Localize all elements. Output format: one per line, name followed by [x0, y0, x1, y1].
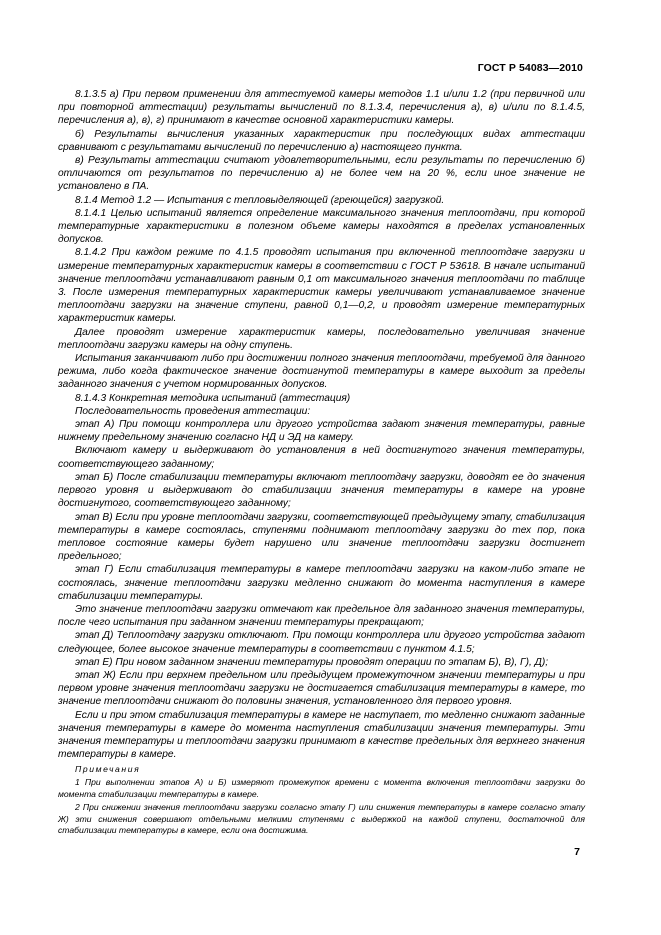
standard-designation: ГОСТ Р 54083—2010 [477, 62, 583, 74]
paragraph: Это значение теплоотдачи загрузки отмечают как предельное для заданного значения температуры, после чего испытания при заданном значении температуры прекращают; [58, 603, 585, 629]
note-item: 1 При выполнении этапов А) и Б) измеряют промежуток времени с момента включения теплоотдачи загрузки до момента стабилизации температуры в камере. [58, 776, 585, 799]
paragraph: Далее проводят измерение характеристик камеры, последовательно увеличивая значение теплоотдачи загрузки камеры на одну ступень. [58, 326, 585, 351]
paragraph: в) Результаты аттестации считают удовлетворительными, если результаты по перечислению б) отличаются от результатов по перечислению а) не более чем на 20 %, если иное значение не установлено в ПА. [58, 155, 585, 193]
paragraph: Если и при этом стабилизация температуры в камере не наступает, то медленно снижают заданные значения температуры в камере до момента наступления стабилизации значения температуры. Эти значения температуры и теплоотдачи загрузки принимают в качестве предельных для верхнего значения температуры в камере. [58, 709, 585, 761]
page-number: 7 [574, 846, 580, 858]
stage-paragraph: этап А) При помощи контроллера или другого устройства задают значения температуры, равные нижнему предельному значению согласно НД и ЭД на камеру. [58, 419, 585, 444]
notes-title: Примечания [75, 764, 141, 775]
stage-paragraph: этап Ж) Если при верхнем предельном или предыдущем промежуточном значении температуры и при первом уровне значения теплоотдачи загрузки не достигается стабилизация температуры в камере, то значение теплоотдачи снижают до половины значения, установленного для первого уровня. [58, 669, 585, 708]
document-body [58, 88, 585, 839]
stage-paragraph: этап Г) Если стабилизация температуры в камере теплоотдачи загрузки на каком-либо этапе не состоялась, значение теплоотдачи загрузки медленно снижают до момента наступления в камере стабилизации температуры. [58, 564, 585, 602]
paragraph: 8.1.4.1 Целью испытаний является определение максимального значения теплоотдачи, при которой температурные характеристики в полезном объеме камеры находятся в пределах установленных допусков. [58, 207, 585, 246]
paragraph: 8.1.3.5 а) При первом применении для аттестуемой камеры методов 1.1 и/или 1.2 (при первичной или при повторной аттестации) результаты вычислений по 8.1.3.4, перечисления а), в) и/или по 8.1.4.5, перечисления а), в), г) принимают в качестве основной характеристики камеры. [58, 89, 585, 127]
paragraph: Последовательность проведения аттестации: [75, 405, 311, 417]
paragraph: 8.1.4.2 При каждом режиме по 4.1.5 проводят испытания при включенной теплоотдаче загрузки и измерение температурных характеристик камеры в соответствии с ГОСТ Р 53618. В начале испытаний значение теплоотдачи устанавливают равным 0,1 от максимального значения теплоотдачи по таблице 3. После измерения температурных характеристик камеры увеличивают устанавливаемое значение теплоотдачи загрузки на значение ступени, равной 0,1—0,2, и проводят измерение температурных характеристик камеры. [58, 247, 585, 325]
paragraph: Испытания заканчивают либо при достижении полного значения теплоотдачи, требуемой для данного режима, либо когда фактическое значение достигнутой температуры в камере выходит за пределы заданного значения с учетом нормированных допусков. [58, 353, 585, 391]
section-heading: 8.1.4 Метод 1.2 — Испытания с тепловыделяющей (греющейся) загрузкой. [75, 194, 445, 206]
stage-paragraph: этап Е) При новом заданном значении температуры проводят операции по этапам Б), В), Г), Д); [75, 656, 549, 668]
subsection-heading: 8.1.4.3 Конкретная методика испытаний (аттестация) [75, 392, 351, 404]
stage-paragraph: этап Д) Теплоотдачу загрузки отключают. При помощи контроллера или другого устройства задают следующее, более высокое значение температуры в соответствии с пунктом 4.1.5; [58, 630, 585, 655]
stage-paragraph: этап Б) После стабилизации температуры включают теплоотдачу загрузки, доводят ее до значения первого уровня и выдерживают до стабилизации значения температуры в камере на уровне достигнутого, соответствующего заданному; [58, 471, 585, 510]
notes-block [58, 764, 585, 837]
paragraph: Включают камеру и выдерживают до установления в ней достигнутого значения температуры, соответствующего заданному; [58, 445, 585, 470]
stage-paragraph: этап В) Если при уровне теплоотдачи загрузки, соответствующей предыдущему этапу, стабилизация температуры в камере состоялась, ступенями поднимают теплоотдачу загрузки до тех пор, пока тепловое состояние камеры будет нарушено или значение теплоотдачи загрузки достигнет предельного; [58, 511, 585, 563]
note-item: 2 При снижении значения теплоотдачи загрузки согласно этапу Г) или снижения температуры в камере согласно этапу Ж) эти снижения совершают отдельными мелкими ступенями с выдержкой на каждой ступени, достаточной для стабилизации температуры в камере, если она достижима. [58, 802, 585, 836]
paragraph: б) Результаты вычисления указанных характеристик при последующих видах аттестации сравнивают с результатами вычислений по перечислению а) настоящего пункта. [58, 128, 585, 153]
